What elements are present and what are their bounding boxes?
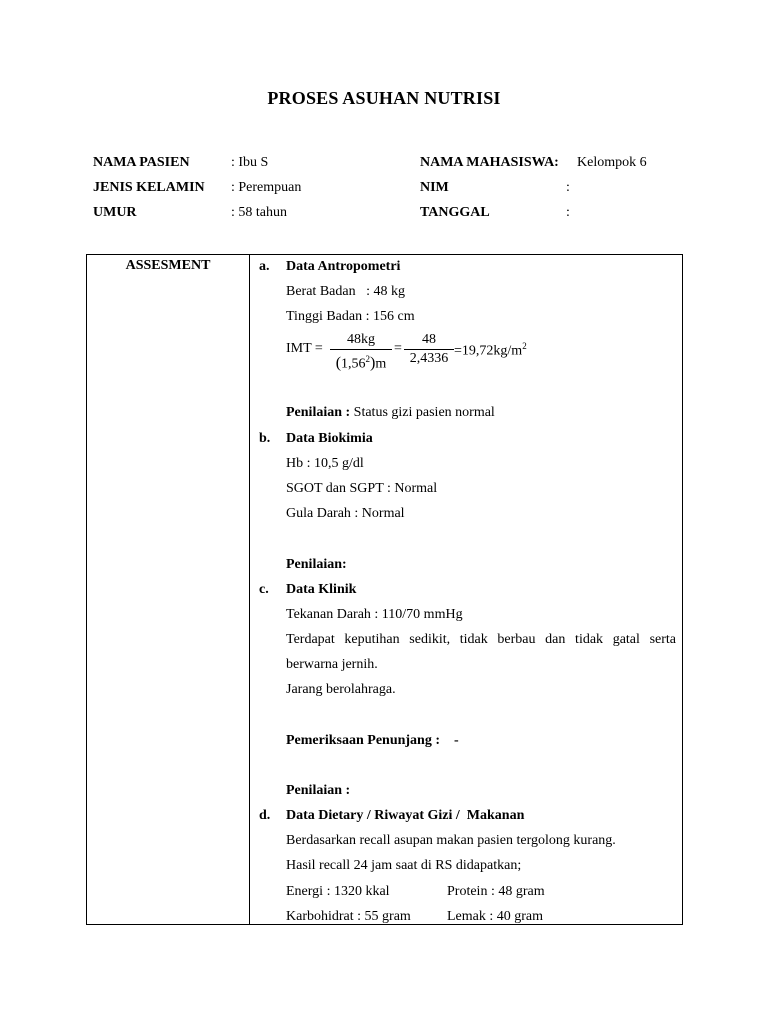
info-value: Kelompok 6 <box>577 155 647 170</box>
formula-result <box>454 341 527 360</box>
patient-info-right <box>420 153 647 228</box>
info-value: : <box>566 180 570 195</box>
formula-lhs: IMT = <box>286 341 323 356</box>
keputihan-text-cont: berwarna jernih. <box>286 657 378 672</box>
den-base: 1,56 <box>341 356 366 372</box>
info-row-umur <box>93 203 301 228</box>
olahraga-text: Jarang berolahraga. <box>286 682 396 697</box>
patient-info-left <box>93 153 301 228</box>
info-label: UMUR <box>93 205 137 220</box>
section-heading-dietary: Data Dietary / Riwayat Gizi / Makanan <box>286 808 525 823</box>
info-row-nama-pasien <box>93 153 301 178</box>
document-title: PROSES ASUHAN NUTRISI <box>267 88 501 108</box>
info-row-tanggal <box>420 203 647 228</box>
info-label: TANGGAL <box>420 205 490 220</box>
sgot-sgpt: SGOT dan SGPT : Normal <box>286 481 438 496</box>
info-label: NIM <box>420 180 449 195</box>
energi-value: Energi : 1320 kkal <box>286 884 390 899</box>
info-value: : Ibu S <box>231 155 269 170</box>
penilaian-value: Status gizi pasien normal <box>350 405 495 420</box>
penilaian-klinik: Penilaian : <box>286 783 351 798</box>
penunjang-label: Pemeriksaan Penunjang : <box>286 733 440 748</box>
formula-equals: = <box>394 341 402 356</box>
protein-value: Protein : 48 gram <box>447 884 545 899</box>
info-value: : 58 tahun <box>231 205 287 220</box>
result-exponent: 2 <box>522 341 527 351</box>
category-cell: ASSESMENT <box>125 258 211 273</box>
pemeriksaan-penunjang <box>286 732 459 750</box>
fraction-numerator: 48 <box>404 332 454 350</box>
info-row-nim <box>420 178 647 203</box>
hb-value: Hb : 10,5 g/dl <box>286 456 364 471</box>
recall-text: Berdasarkan recall asupan makan pasien tergolong kurang. <box>286 833 616 848</box>
penilaian-antropometri <box>286 404 495 422</box>
lemak-value: Lemak : 40 gram <box>447 909 544 924</box>
keputihan-text: Terdapat keputihan sedikit, tidak berbau dan tidak gatal serta <box>286 632 676 647</box>
imt-formula <box>286 329 586 373</box>
assessment-table <box>86 254 683 925</box>
gula-darah: Gula Darah : Normal <box>286 506 405 521</box>
den-unit: m <box>375 356 387 372</box>
tinggi-badan: Tinggi Badan : 156 cm <box>286 309 415 324</box>
den-exponent: 2 <box>365 354 371 364</box>
info-value: : Perempuan <box>231 180 302 195</box>
paren-open: ( <box>335 354 342 372</box>
berat-badan: Berat Badan : 48 kg <box>286 284 405 299</box>
section-heading-antropometri: Data Antropometri <box>286 259 401 274</box>
info-row-jenis-kelamin <box>93 178 301 203</box>
section-marker-b: b. <box>259 431 271 446</box>
paren-close: ) <box>370 354 376 372</box>
section-heading-klinik: Data Klinik <box>286 582 357 597</box>
section-marker-d: d. <box>259 808 271 823</box>
info-row-nama-mahasiswa <box>420 153 647 178</box>
formula-fraction-2 <box>404 332 454 367</box>
info-label: JENIS KELAMIN <box>93 180 205 195</box>
hasil-recall: Hasil recall 24 jam saat di RS didapatkan; <box>286 858 522 873</box>
fraction-denominator: 2,4336 <box>409 351 449 366</box>
penilaian-label: Penilaian : <box>286 405 351 420</box>
column-divider <box>249 255 250 924</box>
info-value: : <box>566 205 570 220</box>
info-label: NAMA MAHASISWA: <box>420 155 559 170</box>
penilaian-biokimia: Penilaian: <box>286 557 347 572</box>
fraction-denominator <box>330 350 392 373</box>
section-marker-a: a. <box>259 259 270 274</box>
penunjang-value: - <box>454 733 459 748</box>
tekanan-darah: Tekanan Darah : 110/70 mmHg <box>286 607 463 622</box>
karbohidrat-value: Karbohidrat : 55 gram <box>286 909 411 924</box>
fraction-numerator: 48kg <box>330 332 392 350</box>
result-value: =19,72kg/m <box>454 343 523 359</box>
section-heading-biokimia: Data Biokimia <box>286 431 373 446</box>
info-label: NAMA PASIEN <box>93 155 190 170</box>
formula-fraction-1 <box>330 332 392 373</box>
section-marker-c: c. <box>259 582 269 597</box>
